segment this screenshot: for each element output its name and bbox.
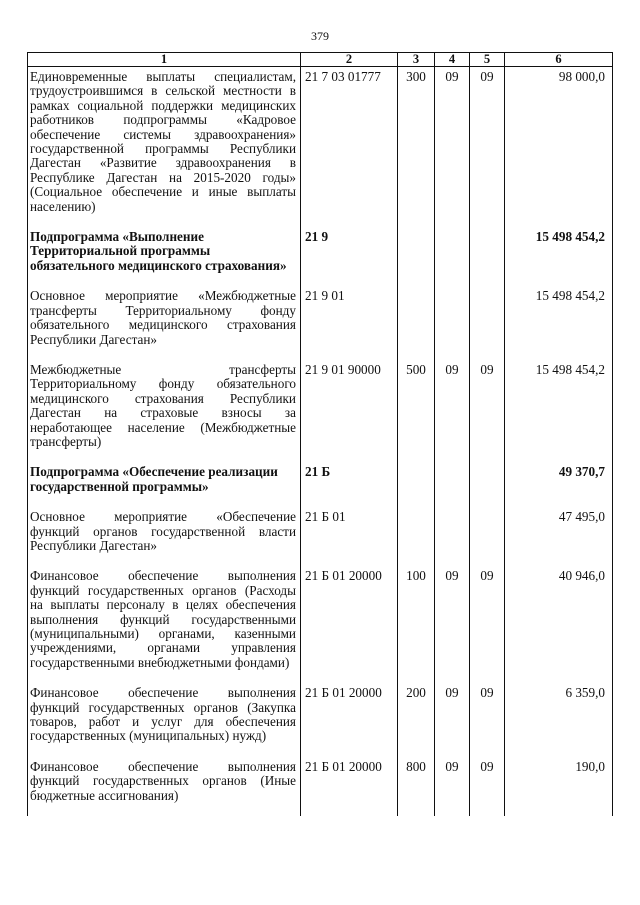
table-row — [28, 566, 613, 683]
row-name: Основное мероприятие «Межбюджетные трансферты Территориальному фонду обязательного медицинского страхования Республики Дагестан» — [28, 286, 301, 360]
row-amount: 49 370,7 — [505, 462, 613, 507]
row-expense-type — [398, 462, 435, 507]
row-amount: 190,0 — [505, 757, 613, 816]
row-subsection — [470, 462, 505, 507]
row-section: 09 — [435, 360, 470, 462]
row-code: 21 Б — [301, 462, 398, 507]
table-row — [28, 227, 613, 286]
row-section — [435, 286, 470, 360]
column-header-amount: 6 — [505, 53, 613, 67]
row-subsection: 09 — [470, 757, 505, 816]
row-section: 09 — [435, 67, 470, 228]
row-section: 09 — [435, 683, 470, 757]
row-amount: 15 498 454,2 — [505, 227, 613, 286]
table-body — [28, 67, 613, 817]
row-amount: 6 359,0 — [505, 683, 613, 757]
row-subsection: 09 — [470, 683, 505, 757]
row-code: 21 Б 01 20000 — [301, 566, 398, 683]
table-header — [28, 53, 613, 67]
row-name: Подпрограмма «Обеспечение реализации государственной программы» — [28, 462, 301, 507]
row-code: 21 9 01 — [301, 286, 398, 360]
row-expense-type — [398, 507, 435, 566]
row-subsection — [470, 286, 505, 360]
row-expense-type: 100 — [398, 566, 435, 683]
row-name: Основное мероприятие «Обеспечение функций органов государственной власти Республики Дагестан» — [28, 507, 301, 566]
row-code: 21 7 03 01777 — [301, 67, 398, 228]
row-expense-type: 500 — [398, 360, 435, 462]
row-expense-type: 200 — [398, 683, 435, 757]
row-section — [435, 462, 470, 507]
row-section — [435, 507, 470, 566]
row-code: 21 9 — [301, 227, 398, 286]
row-subsection — [470, 507, 505, 566]
row-name: Финансовое обеспечение выполнения функций государственных органов (Расходы на выплаты персоналу в целях обеспечения выполнения функций государственными (муниципальными) органами, казенными учреждениями, органами управления государственными внебюджетными фондами) — [28, 566, 301, 683]
budget-table — [27, 52, 613, 816]
row-name: Финансовое обеспечение выполнения функций государственных органов (Иные бюджетные ассигнования) — [28, 757, 301, 816]
row-expense-type — [398, 286, 435, 360]
row-amount: 15 498 454,2 — [505, 360, 613, 462]
row-amount: 98 000,0 — [505, 67, 613, 228]
column-header-expense-type: 3 — [398, 53, 435, 67]
column-number-row — [28, 53, 613, 67]
row-section: 09 — [435, 757, 470, 816]
row-code: 21 9 01 90000 — [301, 360, 398, 462]
row-name: Единовременные выплаты специалистам, трудоустроившимся в сельской местности в рамках социальной поддержки медицинских работников подпрограммы «Кадровое обеспечение системы здравоохранения» государственной программы Республики Дагестан «Развитие здравоохранения в Республике Дагестан на 2015-2020 годы» (Социальное обеспечение и иные выплаты населению) — [28, 67, 301, 228]
row-code: 21 Б 01 20000 — [301, 683, 398, 757]
row-expense-type: 300 — [398, 67, 435, 228]
column-header-section: 4 — [435, 53, 470, 67]
table-row — [28, 462, 613, 507]
column-header-subsection: 5 — [470, 53, 505, 67]
row-subsection — [470, 227, 505, 286]
row-name: Финансовое обеспечение выполнения функций государственных органов (Закупка товаров, работ и услуг для обеспечения государственных (муниципальных) нужд) — [28, 683, 301, 757]
row-code: 21 Б 01 — [301, 507, 398, 566]
row-code: 21 Б 01 20000 — [301, 757, 398, 816]
row-amount: 47 495,0 — [505, 507, 613, 566]
row-section: 09 — [435, 566, 470, 683]
page-number: 379 — [311, 29, 329, 43]
row-amount: 40 946,0 — [505, 566, 613, 683]
table-row — [28, 507, 613, 566]
column-header-code: 2 — [301, 53, 398, 67]
row-expense-type: 800 — [398, 757, 435, 816]
row-subsection: 09 — [470, 67, 505, 228]
row-name: Подпрограмма «Выполнение Территориальной программы обязательного медицинского страхования» — [28, 227, 301, 286]
row-name: Межбюджетные трансферты Территориальному фонду обязательного медицинского страхования Республики Дагестан на страховые взносы за неработающее население (Межбюджетные трансферты) — [28, 360, 301, 462]
row-section — [435, 227, 470, 286]
row-expense-type — [398, 227, 435, 286]
column-header-name: 1 — [28, 53, 301, 67]
row-amount: 15 498 454,2 — [505, 286, 613, 360]
table-row — [28, 360, 613, 462]
table-row — [28, 67, 613, 228]
table-row — [28, 683, 613, 757]
row-subsection: 09 — [470, 360, 505, 462]
table-row — [28, 757, 613, 816]
table-row — [28, 286, 613, 360]
row-subsection: 09 — [470, 566, 505, 683]
